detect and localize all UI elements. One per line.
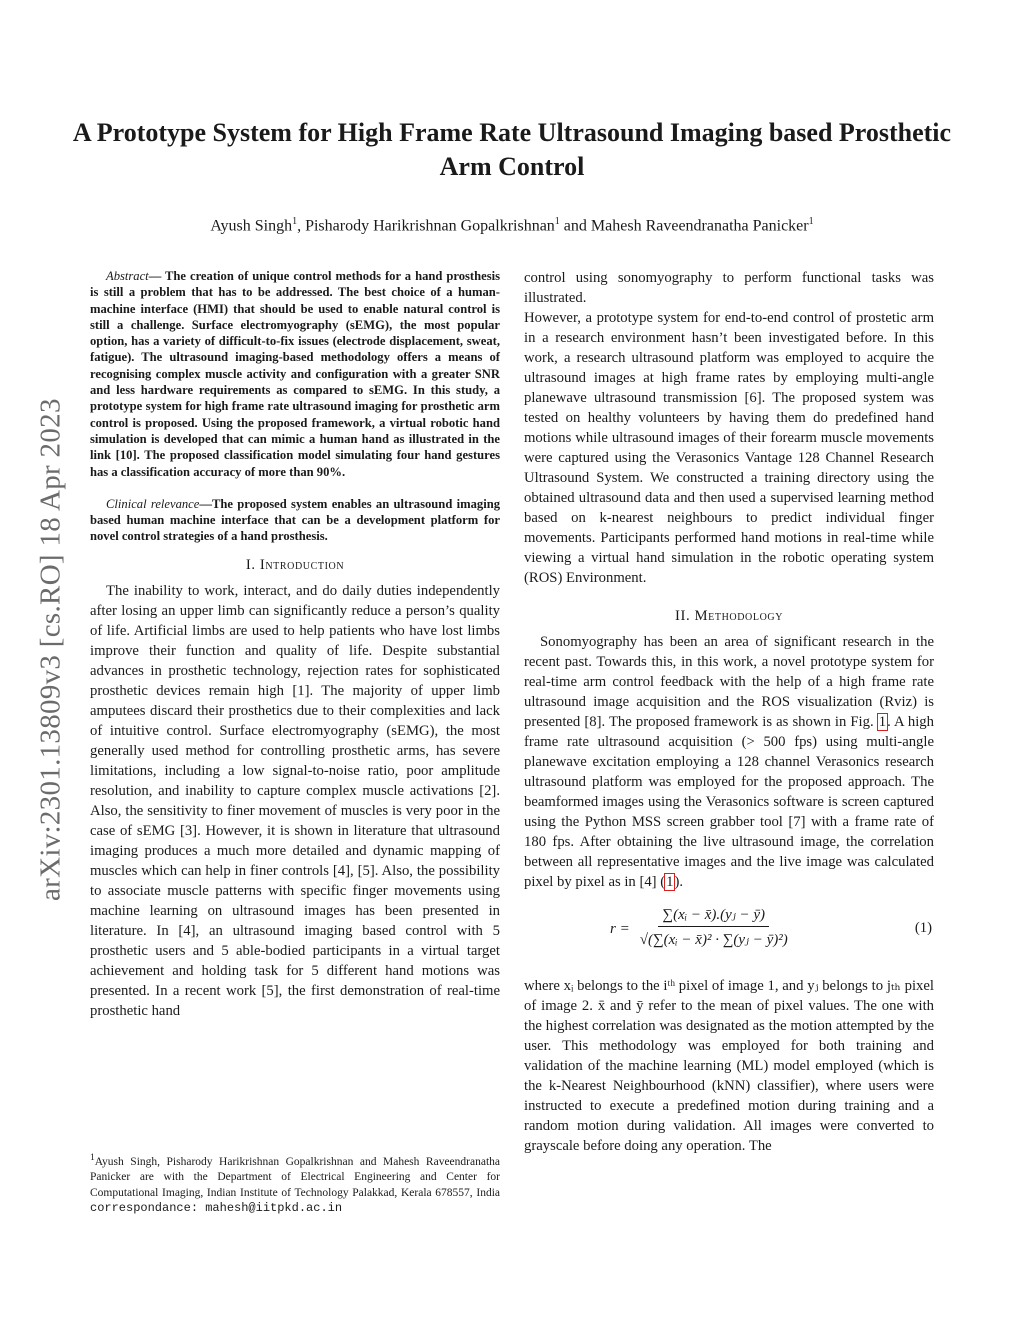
correlation-equation bbox=[524, 902, 934, 960]
methodology-text: ). bbox=[674, 874, 684, 890]
author-name: Mahesh Raveendranatha Panicker bbox=[590, 217, 809, 235]
author-name: Ayush Singh bbox=[210, 217, 293, 235]
section-heading-methodology: II. Methodology bbox=[674, 608, 784, 624]
introduction-paragraph: The inability to work, interact, and do daily duties independently after losing an upper limb can significantly reduce a person’s quality of life. Artificial limbs are used to help patients who have lost limbs improve their function and quality of life. Despite substantial advances in prosthetic technology, rejection rates for sophisticated prosthetic devices remain high [1]. The majority of upper limb amputees discard their prosthetics due to their complexities and lack of intuitive control. Surface electromyography (sEMG), the most generally used method for controlling prosthetic arms, has severe limitations, including a low signal-to-noise ratio, poor amplitude resolution, and inability to capture complex muscle activations [2]. Also, the sensitivity to finer movement of muscles is very poor in the case of sEMG [3]. However, it is shown in literature that ultrasound imaging produces a much more detailed and dynamic mapping of muscles which can help in finer controls [4], [5]. Also, the possibility to associate muscle patterns with specific finger movements using machine learning on ultrasound images has been presented in literature. In [4], an ultrasound imaging based control with 5 prosthetic users and 5 able-bodied participants in a virtual target achievement and holding task for 5 different hand motions was presented. In a recent work [5], the first demonstration of real-time prosthetic hand bbox=[90, 582, 500, 1019]
affiliation-mark: 1 bbox=[554, 216, 560, 227]
author-separator: , bbox=[297, 217, 306, 235]
section-heading-introduction: I. Introduction bbox=[245, 556, 345, 573]
left-column bbox=[90, 268, 500, 1021]
footnote-text: Ayush Singh, Pisharody Harikrishnan Gopalkrishnan and Mahesh Raveendranatha Panicker are with the Department of Electrical Engineering and Center for Computational Imaging, Indian Institute of Technology Palakkad, Kerala 678557, India bbox=[90, 1155, 500, 1199]
abstract-text: — The creation of unique control methods for a hand prosthesis is still a problem that has to be addressed. The best choice of a human-machine interface (HMI) that should be used to enable natural control is still a challenge. Surface electromyography (sEMG), the most popular option, has a variety of difficult-to-fix issues (electrode displacement, sweat, fatigue). The ultrasound imaging-based methodology offers a means of recognising complex muscle activity and configuration with a greater SNR and less hardware requirements as compared to sEMG. In this study, a prototype system for high frame rate ultrasound imaging for prosthetic arm control is proposed. Using the proposed framework, a virtual robotic hand simulation is developed that can mimic a human hand as illustrated in the link [10]. The proposed classification model simulating four hand gestures has a classification accuracy of more than 90%. bbox=[90, 269, 500, 479]
equation-lhs: r = bbox=[610, 920, 630, 937]
affiliation-mark: 1 bbox=[808, 216, 814, 227]
arxiv-identifier: arXiv:2301.13809v3 [cs.RO] 18 Apr 2023 bbox=[34, 398, 67, 902]
introduction-paragraph-2: However, a prototype system for end-to-end control of prostetic arm in a research environment hasn’t been investigated before. In this work, a research ultrasound platform was employed to acquire the ultrasound images at high frame rates by employing multi-angle planewave ultrasound transmission [6]. The proposed system was tested on healthy volunteers by having them do predefined hand motions while ultrasound images of their forearm muscle movements were captured using the Verasonics Vantage 128 Channel Research Ultrasound System. We constructed a training directory using the obtained ultrasound data and then used a supervised learning method based on k-nearest neighbours to predict individual finger movements. Participants performed hand motions in real-time while viewing a virtual hand simulation in the robotic operating system (ROS) Environment. bbox=[524, 310, 934, 586]
clinical-label: Clinical relevance bbox=[106, 496, 200, 511]
affiliation-footnote bbox=[90, 1150, 500, 1217]
methodology-text: Sonomyography has been an area of significant research in the recent past. Towards this, in this work, a novel prototype system for real-time arm control feedback with the help of a high frame rate ultrasound image acquisition and the ROS visualization (Rviz) is presented [8]. The proposed framework is as shown in Fig. bbox=[524, 634, 934, 730]
methodology-paragraph bbox=[524, 632, 934, 892]
paper-title: A Prototype System for High Frame Rate Ultrasound Imaging based Prosthetic Arm Control bbox=[72, 118, 952, 181]
clinical-relevance bbox=[90, 496, 500, 545]
author-separator: and bbox=[559, 217, 591, 235]
clinical-text: —The proposed system enables an ultrasound imaging based human machine interface that can be a development platform for novel control strategies of a hand prosthesis. bbox=[90, 496, 501, 544]
abstract bbox=[90, 268, 500, 480]
author-list bbox=[60, 210, 964, 238]
figure-reference-link[interactable]: 1 bbox=[878, 714, 887, 730]
equation-denominator: √(∑(xᵢ − x̄)² · ∑(yⱼ − ȳ)²) bbox=[639, 932, 788, 948]
footnote-mark: 1 bbox=[90, 1152, 95, 1163]
affiliation-mark: 1 bbox=[292, 216, 298, 227]
equation-fraction bbox=[636, 904, 792, 953]
equation-reference-link[interactable]: 1 bbox=[666, 874, 674, 890]
correspondence-email[interactable]: correspondance: mahesh@iitpkd.ac.in bbox=[90, 1201, 343, 1216]
equation-number: (1) bbox=[914, 920, 932, 936]
equation-numerator: ∑(xᵢ − x̄).(yⱼ − ȳ) bbox=[658, 904, 769, 927]
methodology-paragraph-2: where xᵢ belongs to the iᵗʰ pixel of image 1, and yⱼ belongs to jₜₕ pixel of image 2. x̄ and ȳ refer to the mean of pixel values. The one with the highest correlation was designated as the motion attempted by the user. This methodology was employed for both training and validation of the machine learning (ML) model employed (which is the k-Nearest Neighbourhood (kNN) classifier), where users were instructed to execute a predefined motion during training and a random motion during validation. All images were converted to grayscale before doing any operation. The bbox=[524, 978, 934, 1154]
abstract-label: Abstract bbox=[106, 269, 149, 283]
equation-body bbox=[610, 904, 792, 953]
introduction-continuation: control using sonomyography to perform functional tasks was illustrated. bbox=[524, 270, 934, 306]
author-name: Pisharody Harikrishnan Gopalkrishnan bbox=[305, 217, 555, 235]
methodology-text: . A high frame rate ultrasound acquisition (> 500 fps) using multi-angle planewave excitation employing a 128 channel Verasonics research ultrasound platform was employed for the proposed approach. The beamformed images using the Verasonics software is screen captured using the Python MSS screen grabber tool [7] with a frame rate of 180 fps. After obtaining the live ultrasound image, the correlation between all representative images and the live image was calculated pixel by pixel as in [4] ( bbox=[524, 714, 934, 890]
right-column bbox=[524, 268, 934, 1156]
